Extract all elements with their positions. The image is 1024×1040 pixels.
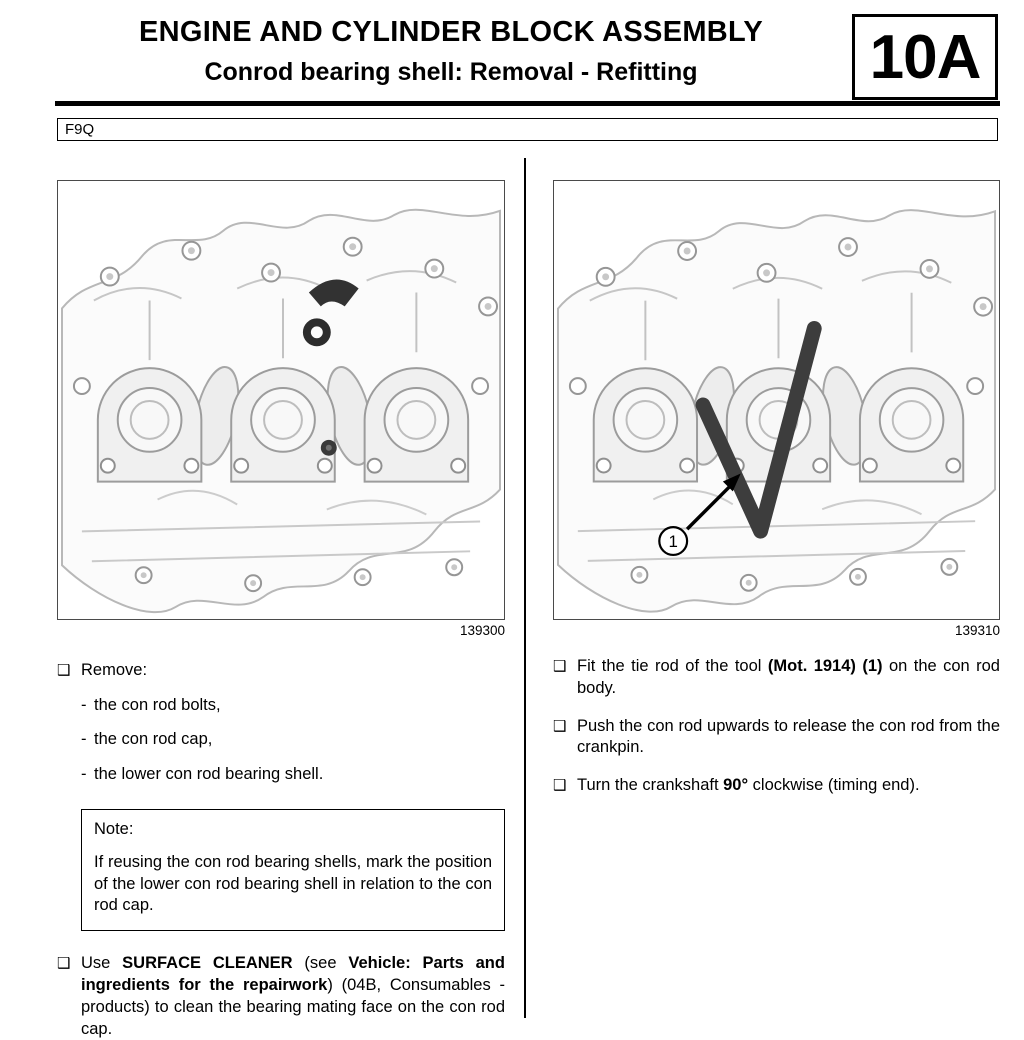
callout-1-label: 1 (668, 532, 678, 552)
column-divider (524, 158, 526, 1018)
note-box (81, 809, 505, 931)
figure-number-right: 139310 (954, 623, 1000, 638)
text-segment-bold: (Mot. 1914) (767, 657, 856, 675)
text-segment: Turn the crankshaft (577, 776, 724, 795)
dash-icon: - (81, 730, 87, 749)
sub-item-text: the lower con rod bearing shell. (94, 764, 324, 783)
left-column (57, 180, 505, 1040)
surface-cleaner-text (81, 953, 505, 1040)
turn-crankshaft-text (577, 775, 1000, 797)
text-segment: Fit the tie rod of the tool (577, 657, 768, 675)
note-title: Note: (94, 820, 134, 839)
sub-item-bolts (81, 695, 505, 716)
engine-illustration-left (58, 181, 504, 619)
text-segment: on the con rod body. (577, 657, 1000, 697)
sub-item-shell (81, 764, 505, 785)
remove-label: Remove: (81, 661, 148, 679)
text-segment: clockwise (timing end). (748, 776, 920, 795)
bullet-icon: ❑ (553, 658, 567, 675)
page-title: ENGINE AND CYLINDER BLOCK ASSEMBLY (138, 16, 764, 48)
surface-cleaner-item (57, 953, 505, 1040)
text-segment: Use (81, 954, 123, 973)
remove-item (57, 660, 505, 682)
model-code-box (57, 118, 998, 141)
note-body: If reusing the con rod bearing shells, mark the position of the lower con rod bearing shell in relation to the con rod cap. (94, 853, 492, 914)
engine-illustration-right (554, 181, 999, 619)
text-segment-bold: SURFACE CLEANER (122, 954, 293, 973)
text-segment-bold: Vehicle: Parts and ingredients for the repairwork (81, 954, 505, 995)
sub-item-text: the con rod bolts, (94, 695, 221, 714)
callout-1-badge (659, 527, 687, 555)
fit-tie-rod-item (553, 656, 1000, 700)
fit-tie-rod-text (577, 656, 1000, 700)
bullet-icon: ❑ (57, 662, 71, 679)
section-code-badge: 10A (852, 14, 998, 100)
text-segment-bold: (1) (862, 657, 883, 675)
dash-icon: - (81, 764, 87, 783)
sub-item-text: the con rod cap, (94, 730, 213, 749)
figure-number-left: 139300 (459, 623, 505, 638)
text-segment-bold: 90° (723, 776, 749, 795)
bullet-icon: ❑ (553, 717, 567, 735)
text-segment: (see (292, 954, 349, 973)
push-con-rod-item (553, 716, 1000, 760)
dash-icon: - (81, 695, 87, 714)
push-con-rod-text: Push the con rod upwards to release the con rod from the crankpin. (577, 716, 1000, 757)
sub-item-cap (81, 729, 505, 750)
text-segment: ) (04B, Consumables - products) to clean the bearing mating face on the con rod cap. (81, 976, 505, 1038)
header-rule (55, 101, 1000, 106)
model-code-label: F9Q (65, 121, 95, 138)
figure-left (57, 180, 505, 620)
page-subtitle: Conrod bearing shell: Removal - Refitting (204, 58, 698, 86)
right-column (553, 180, 1000, 797)
figure-right (553, 180, 1000, 620)
bullet-icon: ❑ (57, 955, 71, 973)
turn-crankshaft-item (553, 775, 1000, 797)
page-header (57, 16, 845, 87)
bullet-icon: ❑ (553, 777, 567, 795)
